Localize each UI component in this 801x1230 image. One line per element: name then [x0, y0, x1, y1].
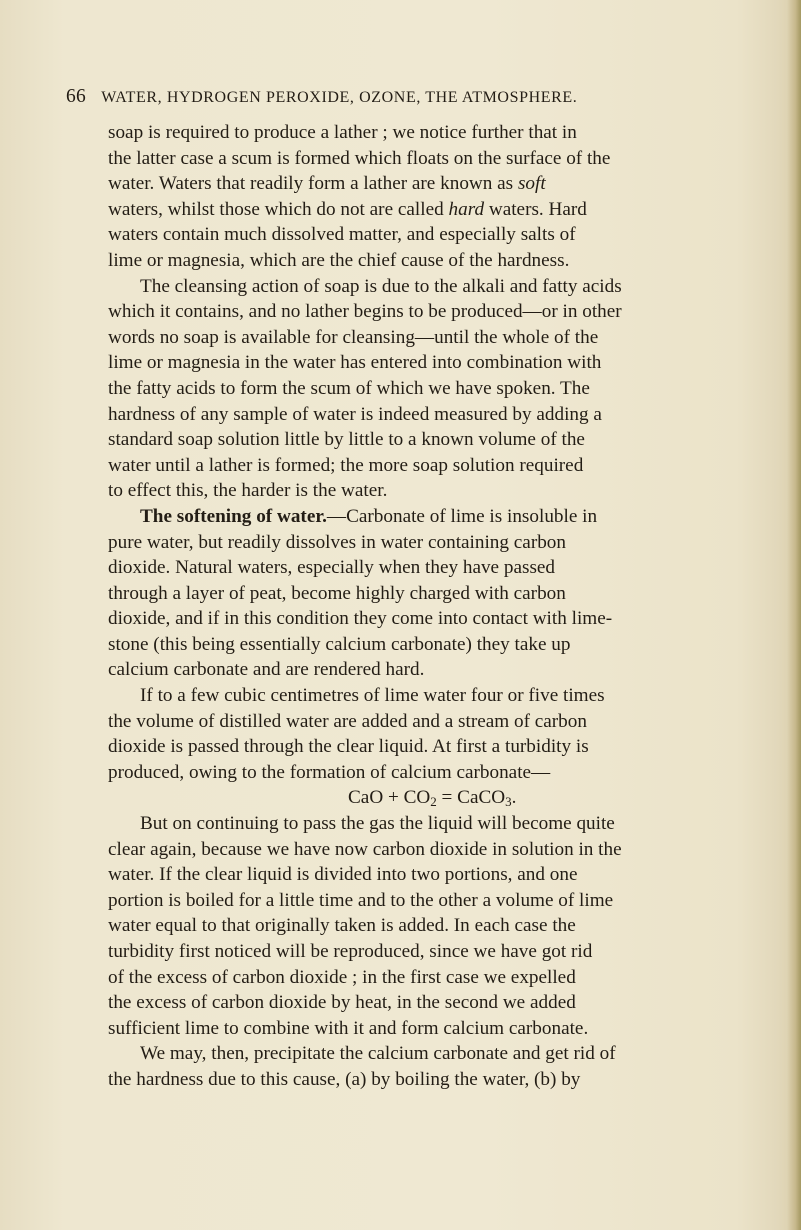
text-line: the hardness due to this cause, (a) by boiling the water, (b) by [108, 1068, 581, 1090]
text-line: The cleansing action of soap is due to the alkali and fatty acids [140, 275, 622, 297]
text-line: portion is boiled for a little time and to the other a volume of lime [108, 889, 614, 911]
page-number: 66 [66, 86, 87, 107]
text-line: dioxide, and if in this condition they come into contact with lime- [108, 608, 613, 630]
text-line: lime or magnesia, which are the chief cause of the hardness. [108, 249, 570, 271]
text-line: If to a few cubic centimetres of lime water four or five times [140, 685, 605, 707]
chemical-equation [108, 785, 788, 811]
text-span: —Carbonate of lime is insoluble in [326, 505, 598, 527]
running-head [66, 86, 726, 112]
text-line: waters contain much dissolved matter, and especially salts of [108, 224, 576, 246]
text-line: words no soap is available for cleansing—until the whole of the [108, 326, 599, 348]
text-line: calcium carbonate and are rendered hard. [108, 659, 425, 681]
text-line: the volume of distilled water are added and a stream of carbon [108, 710, 587, 732]
text-line [108, 197, 788, 223]
text-line: water equal to that originally taken is added. In each case the [108, 915, 576, 937]
text-line [108, 504, 788, 530]
text-line: sufficient lime to combine with it and form calcium carbonate. [108, 1017, 589, 1039]
text-line: clear again, because we have now carbon dioxide in solution in the [108, 838, 622, 860]
text-line: to effect this, the harder is the water. [108, 480, 388, 502]
subscript: 2 [430, 794, 437, 810]
chapter-title: WATER, HYDROGEN PEROXIDE, OZONE, THE ATMOSPHERE. [101, 89, 578, 106]
text-line: But on continuing to pass the gas the liquid will become quite [140, 813, 615, 835]
text-line: soap is required to produce a lather ; we notice further that in [108, 122, 577, 143]
text-line: through a layer of peat, become highly charged with carbon [108, 582, 566, 604]
text-line [108, 171, 788, 197]
text-line: the fatty acids to form the scum of which we have spoken. The [108, 377, 590, 399]
text-line: produced, owing to the formation of calcium carbonate— [108, 761, 551, 783]
emphasis-soft: soft [517, 173, 546, 195]
text-span: water. Waters that readily form a lather are known as [108, 173, 518, 195]
equation-end: . [511, 787, 517, 809]
text-line: hardness of any sample of water is indeed measured by adding a [108, 403, 602, 425]
text-line: dioxide is passed through the clear liquid. At first a turbidity is [108, 736, 589, 758]
text-line: stone (this being essentially calcium carbonate) they take up [108, 633, 571, 655]
text-line: of the excess of carbon dioxide ; in the first case we expelled [108, 966, 576, 988]
text-line: pure water, but readily dissolves in water containing carbon [108, 531, 566, 553]
text-line: water. If the clear liquid is divided into two portions, and one [108, 864, 578, 886]
text-span: waters, whilst those which do not are called [108, 198, 449, 220]
text-line: lime or magnesia in the water has entered into combination with [108, 352, 602, 374]
text-line: dioxide. Natural waters, especially when they have passed [108, 557, 556, 579]
text-line: the excess of carbon dioxide by heat, in the second we added [108, 992, 576, 1014]
page-edge [787, 0, 801, 1230]
text-line: which it contains, and no lather begins to be produced—or in other [108, 301, 622, 323]
text-line: turbidity first noticed will be reproduced, since we have got rid [108, 941, 593, 962]
subscript: 3 [505, 794, 512, 810]
text-line: We may, then, precipitate the calcium carbonate and get rid of [140, 1043, 616, 1065]
text-line: the latter case a scum is formed which floats on the surface of the [108, 147, 611, 169]
text-span: waters. Hard [484, 198, 587, 220]
equation-lhs: CaO + CO [348, 787, 431, 809]
section-heading: The softening of water. [140, 505, 327, 527]
emphasis-hard: hard [448, 198, 485, 220]
equation-rhs: = CaCO [436, 787, 506, 809]
body-text [108, 120, 788, 1093]
text-line: water until a lather is formed; the more soap solution required [108, 454, 584, 476]
text-line: standard soap solution little by little to a known volume of the [108, 429, 585, 451]
